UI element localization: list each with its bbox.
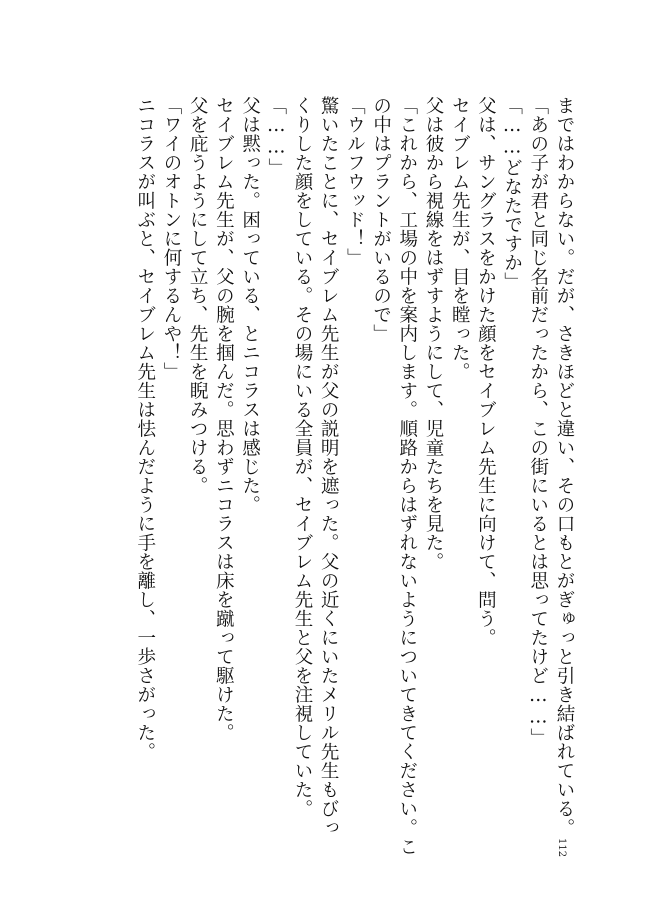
page-number: 112 — [556, 838, 567, 858]
text-line: 驚いたことに、セイブレム先生が父の説明を遮った。父の近くにいたメリル先生もびっ — [318, 96, 340, 837]
text-line: 父は黙った。困っている、とニコラスは感じた。 — [239, 96, 261, 514]
text-line: 「……どなたですか」 — [501, 96, 523, 291]
text-line: 「これから、工場の中を案内します。順路からはずれないようについてきてください。こ — [396, 96, 418, 856]
text-line: 「……」 — [265, 96, 287, 177]
text-line: ニコラスが叫ぶと、セイブレム先生は怯んだように手を離し、一歩さがった。 — [134, 96, 156, 761]
text-line: 「ウルフウッド！」 — [344, 96, 366, 267]
text-line: セイブレム先生が、父の腕を掴んだ。思わずニコラスは床を蹴って駆けた。 — [213, 96, 235, 742]
text-line: の中はプラントがいるので」 — [370, 96, 392, 343]
text-line: セイブレム先生が、目を瞠った。 — [449, 96, 471, 381]
text-line: 「あの子が君と同じ名前だったから、この街にいるとは思ってたけど……」 — [527, 96, 549, 747]
text-line: 父は彼から視線をはずすようにして、児童たちを見た。 — [422, 96, 444, 571]
text-line: 父は、サングラスをかけた顔をセイブレム先生に向けて、問う。 — [475, 96, 497, 647]
text-line: くりした顔をしている。その場にいる全員が、セイブレム先生と父を注視していた。 — [291, 96, 313, 818]
text-line: まではわからない。だが、さきほどと違い、その口もとがぎゅっと引き結ばれている。 — [554, 96, 575, 837]
text-line: 父を庇うようにして立ち、先生を睨みつける。 — [187, 96, 209, 495]
text-line: 「ワイのオトンに何するんや！」 — [160, 96, 182, 381]
